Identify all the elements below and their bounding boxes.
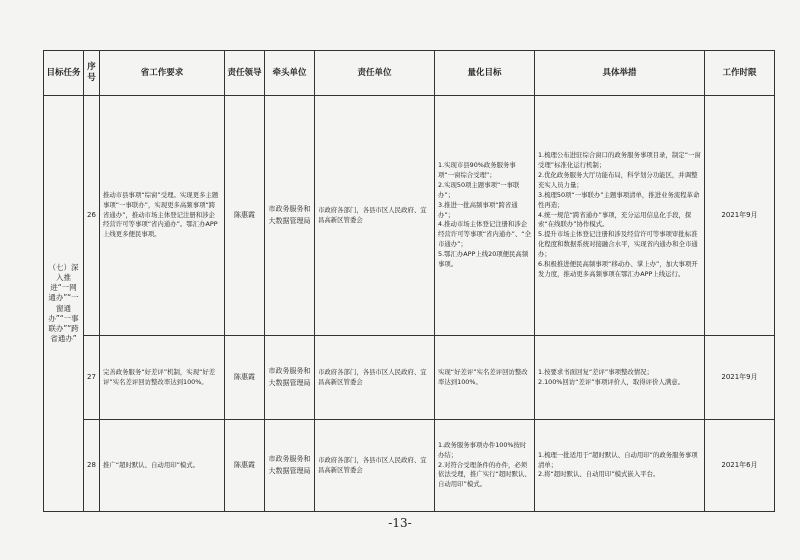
measures-cell bbox=[535, 336, 705, 420]
measure-item: 5.提升市场主体登记注册和涉及经营许可等事项审批标准化程度和数据系统对接融合水平，实现省内通办和全市通办； bbox=[538, 230, 698, 259]
table-row bbox=[44, 96, 775, 336]
quant-item: 3.推进一批高频事项“跨省通办”； bbox=[438, 200, 518, 219]
leader-cell: 陈惠霞 bbox=[225, 336, 265, 420]
quant-item: 2.实现50项主题事项“一事联办”； bbox=[438, 180, 520, 199]
quant-item: 1.实现市县90%政务服务事项“一窗综合受理”； bbox=[438, 160, 516, 179]
lead-unit-cell: 市政务服务和大数据管理局 bbox=[265, 96, 315, 336]
measure-item: 3.梳理50项“一事联办”主题事项清单，推进业务流程革命性再造； bbox=[538, 190, 700, 209]
resp-unit-cell: 市政府各部门，各县市区人民政府、宜昌高新区管委会 bbox=[315, 336, 435, 420]
requirement-cell: 推动市县事项“综窗”受理。实现更多主题事项“一事联办”，实现更多高频事项“跨省通办”，推动市场主体登记注册和涉企经营许可等事项“省内通办”。鄂汇办APP上线更多便民事项。 bbox=[100, 96, 225, 336]
page-number: -13- bbox=[388, 516, 412, 530]
quant-item: 4.推动市场主体登记注册和涉企经营许可等事项“省内通办”、“全市通办”； bbox=[438, 220, 532, 249]
lead-unit-cell: 市政务服务和大数据管理局 bbox=[265, 336, 315, 420]
header-resp-unit: 责任单位 bbox=[315, 51, 435, 96]
header-leader: 责任领导 bbox=[225, 51, 265, 96]
deadline-cell: 2021年6月 bbox=[705, 420, 775, 512]
measure-item: 1.梳理一批适用于“超时默认、自动用印”的政务服务事项清单； bbox=[538, 450, 698, 469]
header-lead-unit: 牵头单位 bbox=[265, 51, 315, 96]
seq-cell: 27 bbox=[84, 336, 100, 420]
header-measures: 具体举措 bbox=[535, 51, 705, 96]
seq-cell: 26 bbox=[84, 96, 100, 336]
table-row bbox=[44, 420, 775, 512]
quant-item: 实现“好差评”实名差评回访整改率达到100%。 bbox=[438, 367, 528, 386]
target-task-cell: （七）深入推进“一网通办”“一窗通办”“一事联办”“跨省通办” bbox=[44, 96, 84, 512]
leader-cell: 陈惠霞 bbox=[225, 420, 265, 512]
deadline-cell: 2021年9月 bbox=[705, 336, 775, 420]
header-deadline: 工作时限 bbox=[705, 51, 775, 96]
header-row bbox=[44, 51, 775, 96]
leader-cell: 陈惠霞 bbox=[225, 96, 265, 336]
header-requirement: 省工作要求 bbox=[100, 51, 225, 96]
quant-item: 1.政务服务事项办件100%按时办结； bbox=[438, 440, 527, 459]
measure-item: 2.100%回访“差评”事项评价人，取得评价人满意。 bbox=[538, 377, 685, 386]
quant-cell bbox=[435, 96, 535, 336]
measure-item: 1.按要求书面回复“差评”事项整改情况； bbox=[538, 367, 653, 376]
resp-unit-cell: 市政府各部门，各县市区人民政府、宜昌高新区管委会 bbox=[315, 96, 435, 336]
measure-item: 4.统一规范“跨省通办”事项，充分运用信息化手段，探索“在线联办”协作模式。 bbox=[538, 210, 692, 229]
quant-cell bbox=[435, 336, 535, 420]
task-table bbox=[43, 50, 775, 512]
measure-item: 2.优化政务服务大厅功能布局，科学划分功能区，并调整充实人员力量； bbox=[538, 170, 698, 189]
header-target-task: 目标任务 bbox=[44, 51, 84, 96]
measure-item: 2.将“超时默认、自动用印”模式嵌入平台。 bbox=[538, 470, 660, 479]
requirement-cell: 完善政务服务“好差评”机制，实现“好差评”实名差评回访整改率达到100%。 bbox=[100, 336, 225, 420]
requirement-cell: 推广“超时默认、自动用印”模式。 bbox=[100, 420, 225, 512]
measure-item: 6.积极推进便民高频事项“移动办、掌上办”，加大事项开发力度，推动更多高频事项在鄂汇办APP上线运行。 bbox=[538, 260, 698, 279]
measures-cell bbox=[535, 420, 705, 512]
seq-cell: 28 bbox=[84, 420, 100, 512]
quant-cell bbox=[435, 420, 535, 512]
deadline-cell: 2021年9月 bbox=[705, 96, 775, 336]
measure-item: 1.梳理公布进驻综合窗口的政务服务事项目录，制定“一窗受理”标准化运行机制； bbox=[538, 151, 701, 169]
quant-item: 2.对符合受理条件的办件，必须依法受理，推广实行“超时默认、自动用印”模式。 bbox=[438, 460, 531, 489]
lead-unit-cell: 市政务服务和大数据管理局 bbox=[265, 420, 315, 512]
resp-unit-cell: 市政府各部门，各县市区人民政府、宜昌高新区管委会 bbox=[315, 420, 435, 512]
measures-cell bbox=[535, 96, 705, 336]
header-seq: 序号 bbox=[84, 51, 100, 96]
quant-item: 5.鄂汇办APP上线20项便民高频事项。 bbox=[438, 250, 529, 269]
header-quant-target: 量化目标 bbox=[435, 51, 535, 96]
table-row bbox=[44, 336, 775, 420]
